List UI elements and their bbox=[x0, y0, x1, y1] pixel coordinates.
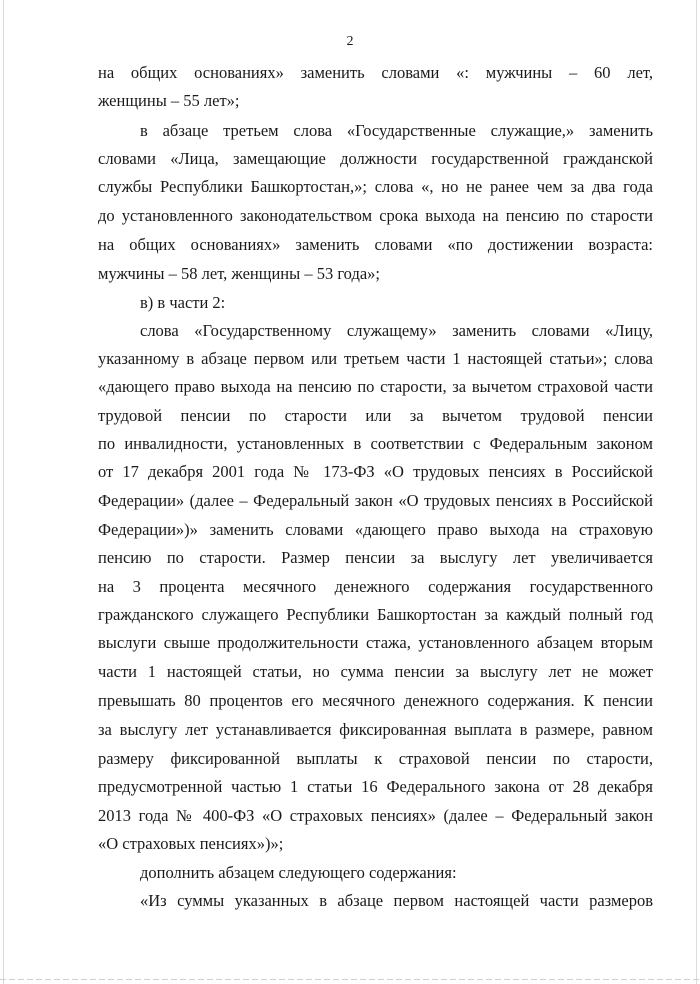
text-line: на общих основаниях» заменить словами «по достижении возраста: bbox=[98, 235, 653, 254]
text-line: трудовой пенсии по старости или за вычетом трудовой пенсии bbox=[98, 406, 653, 425]
text-line: в) в части 2: bbox=[140, 293, 226, 312]
text-line: Федерации» (далее – Федеральный закон «О трудовых пенсиях в Российской bbox=[98, 491, 653, 510]
text-line: пенсию по старости. Размер пенсии за выслугу лет увеличивается bbox=[98, 548, 653, 567]
text-line: женщины – 55 лет»; bbox=[98, 91, 240, 110]
text-line: за выслугу лет устанавливается фиксированная выплата в размере, равном bbox=[98, 720, 653, 739]
text-line: превышать 80 процентов его месячного денежного содержания. К пенсии bbox=[98, 691, 653, 710]
page-number: 2 bbox=[346, 34, 354, 49]
scan-edge-bottom bbox=[0, 979, 700, 980]
text-line: предусмотренной частью 1 статьи 16 Федерального закона от 28 декабря bbox=[98, 777, 653, 796]
text-line: на общих основаниях» заменить словами «: мужчины – 60 лет, bbox=[98, 63, 653, 82]
text-line: в абзаце третьем слова «Государственные служащие,» заменить bbox=[140, 121, 653, 140]
text-line: по инвалидности, установленных в соответствии с Федеральным законом bbox=[98, 434, 653, 453]
text-line: гражданского служащего Республики Башкортостан за каждый полный год bbox=[98, 605, 653, 624]
text-line: части 1 настоящей статьи, но сумма пенсии за выслугу лет не может bbox=[98, 662, 653, 681]
text-line: указанному в абзаце первом или третьем части 1 настоящей статьи»; слова bbox=[98, 349, 653, 368]
text-line: «Из суммы указанных в абзаце первом настоящей части размеров bbox=[140, 891, 653, 910]
text-line: от 17 декабря 2001 года № 173-ФЗ «О трудовых пенсиях в Российской bbox=[98, 462, 653, 481]
text-line: «дающего право выхода на пенсию по старости, за вычетом страховой части bbox=[98, 377, 653, 396]
scan-edge-right bbox=[696, 0, 697, 984]
scan-edge-left bbox=[3, 0, 4, 984]
text-line: службы Республики Башкортостан,»; слова «, но не ранее чем за два года bbox=[98, 177, 653, 196]
text-line: «О страховых пенсиях»)»; bbox=[98, 834, 284, 853]
text-line: 2013 года № 400-ФЗ «О страховых пенсиях» (далее – Федеральный закон bbox=[98, 806, 653, 825]
text-line: дополнить абзацем следующего содержания: bbox=[140, 863, 457, 882]
text-line: словами «Лица, замещающие должности государственной гражданской bbox=[98, 149, 653, 168]
text-line: размеру фиксированной выплаты к страховой пенсии по старости, bbox=[98, 749, 653, 768]
text-line: мужчины – 58 лет, женщины – 53 года»; bbox=[98, 264, 381, 283]
text-line: на 3 процента месячного денежного содержания государственного bbox=[98, 577, 653, 596]
text-line: слова «Государственному служащему» заменить словами «Лицу, bbox=[140, 321, 653, 340]
text-line: выслуги свыше продолжительности стажа, установленного абзацем вторым bbox=[98, 633, 653, 652]
text-line: до установленного законодательством срока выхода на пенсию по старости bbox=[98, 206, 653, 225]
text-line: Федерации»)» заменить словами «дающего право выхода на страховую bbox=[98, 520, 653, 539]
